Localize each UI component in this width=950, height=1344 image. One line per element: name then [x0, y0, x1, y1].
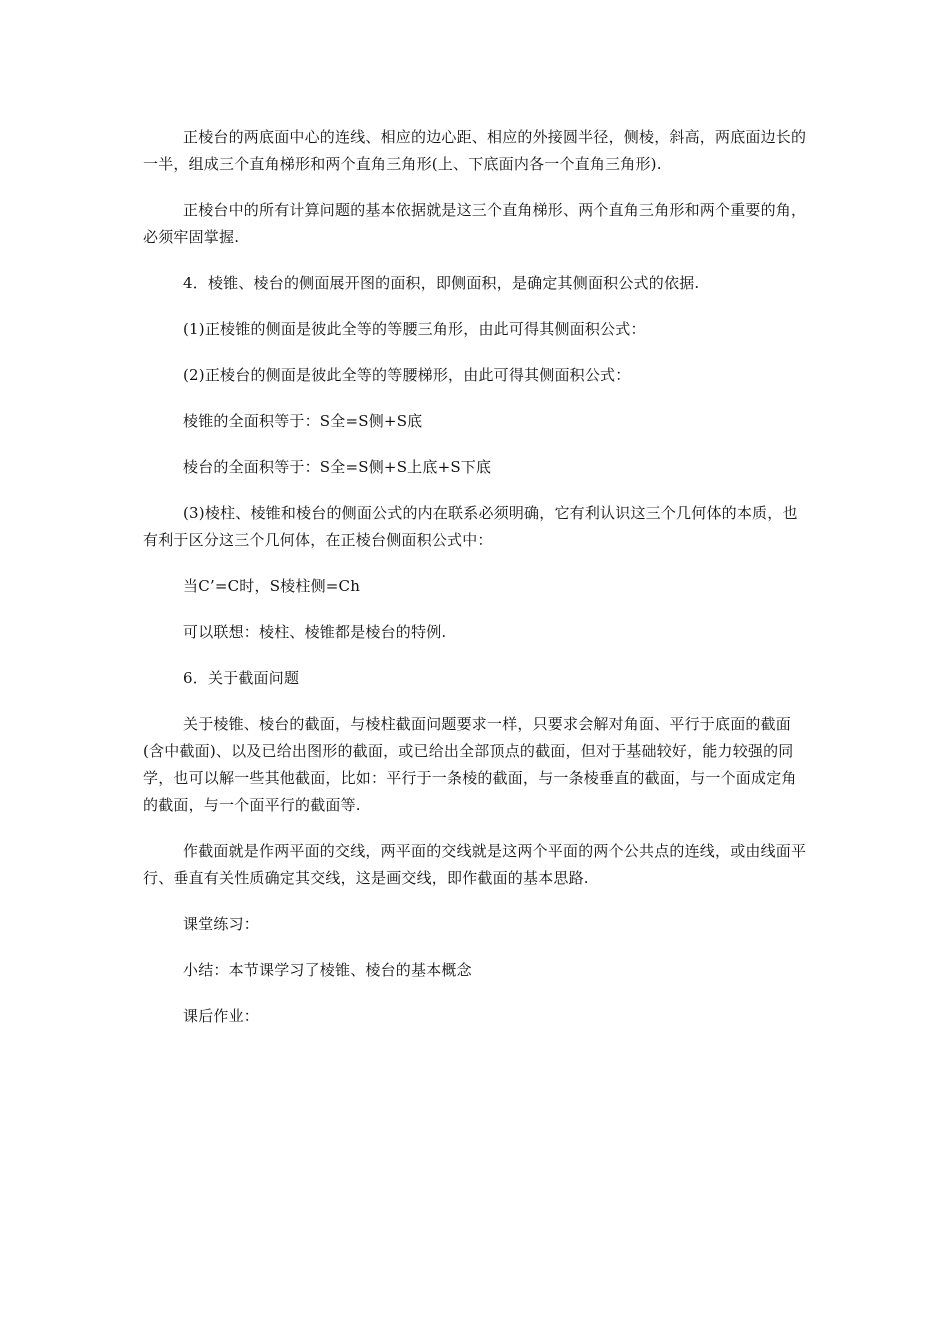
paragraph-classroom-practice: 课堂练习： — [183, 915, 260, 933]
paragraph-section-requirements: 关于棱锥、棱台的截面，与棱柱截面问题要求一样，只要求会解对角面、平行于底面的截面(含中截面)、以及已给出图形的截面，或已给出全部顶点的截面，但对于基础较好，能力较强的同学，也可以解一些其他截面，比如：平行于一条棱的截面，与一条棱垂直的截面，与一个面成定角的截面，与一个面平行的截面等. — [143, 715, 797, 814]
paragraph-homework: 课后作业： — [183, 1007, 260, 1025]
paragraph-section-method: 作截面就是作两平面的交线，两平面的交线就是这两个平面的两个公共点的连线，或由线面平行、垂直有关性质确定其交线，这是画交线，即作截面的基本思路. — [143, 842, 807, 887]
paragraph-section-heading: 6．关于截面问题 — [183, 669, 300, 687]
paragraph-prism-case: 当C’=C时，S棱柱侧=Ch — [183, 577, 361, 595]
paragraph-pyramid-lateral-formula: (1)正棱锥的侧面是彼此全等的等腰三角形，由此可得其侧面积公式： — [183, 320, 646, 338]
paragraph-calculation-basis: 正棱台中的所有计算问题的基本依据就是这三个直角梯形、两个直角三角形和两个重要的角，必须牢固掌握. — [143, 201, 807, 246]
document-body — [143, 124, 808, 1030]
paragraph-summary: 小结：本节课学习了棱锥、棱台的基本概念 — [183, 961, 472, 979]
paragraph-frustum-right-trapezoids: 正棱台的两底面中心的连线、相应的边心距、相应的外接圆半径，侧棱，斜高，两底面边长的一半，组成三个直角梯形和两个直角三角形(上、下底面内各一个直角三角形). — [143, 128, 807, 173]
paragraph-pyramid-total-area: 棱锥的全面积等于：S全=S侧+S底 — [183, 412, 423, 430]
paragraph-frustum-lateral-formula: (2)正棱台的侧面是彼此全等的等腰梯形，由此可得其侧面积公式： — [183, 366, 631, 384]
paragraph-formula-relation: (3)棱柱、棱锥和棱台的侧面公式的内在联系必须明确，它有利认识这三个几何体的本质，也有利于区分这三个几何体，在正棱台侧面积公式中： — [143, 504, 798, 549]
paragraph-lateral-area-heading: 4．棱锥、棱台的侧面展开图的面积，即侧面积，是确定其侧面积公式的依据. — [183, 274, 700, 292]
paragraph-special-cases: 可以联想：棱柱、棱锥都是棱台的特例. — [183, 623, 447, 641]
paragraph-frustum-total-area: 棱台的全面积等于：S全=S侧+S上底+S下底 — [183, 458, 492, 476]
